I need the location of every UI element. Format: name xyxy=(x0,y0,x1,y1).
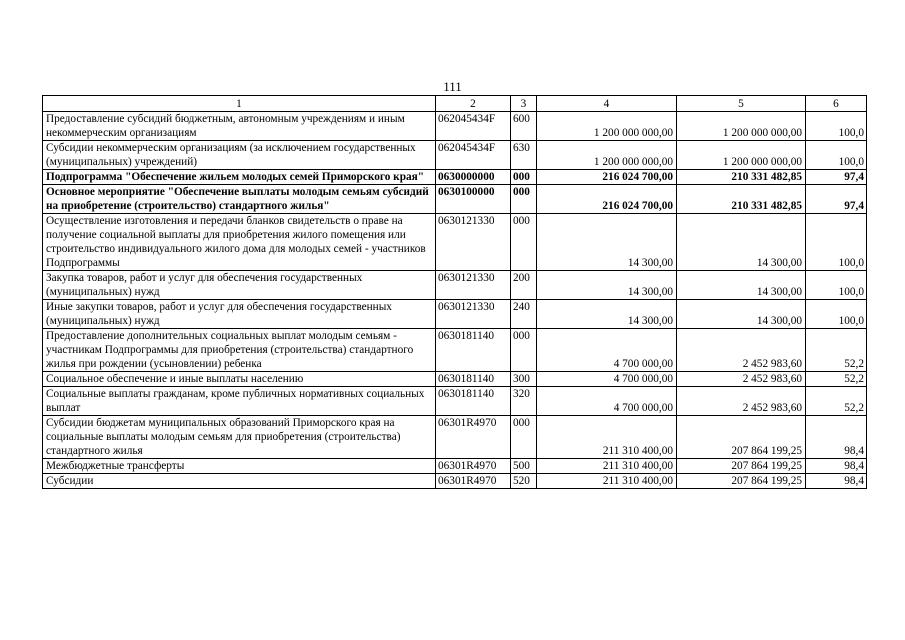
table-row xyxy=(43,141,867,170)
table-row xyxy=(43,271,867,300)
row-expense-type-cell: 600 xyxy=(511,112,537,141)
row-name-cell: Иные закупки товаров, работ и услуг для обеспечения государственных (муниципальных) нужд xyxy=(43,300,436,329)
row-expense-type-cell: 630 xyxy=(511,141,537,170)
table-row xyxy=(43,170,867,185)
row-expense-type-cell: 520 xyxy=(511,474,537,489)
table-row xyxy=(43,112,867,141)
row-percent-cell: 98,4 xyxy=(806,416,867,459)
row-actual-amount-cell: 1 200 000 000,00 xyxy=(677,141,806,170)
row-plan-amount-cell: 216 024 700,00 xyxy=(537,185,677,214)
row-code-cell: 0630100000 xyxy=(436,185,511,214)
row-code-cell: 0630000000 xyxy=(436,170,511,185)
row-plan-amount-cell: 14 300,00 xyxy=(537,214,677,271)
row-code-cell: 0630121330 xyxy=(436,271,511,300)
table-header-row xyxy=(43,96,867,112)
row-actual-amount-cell: 2 452 983,60 xyxy=(677,387,806,416)
table-row xyxy=(43,329,867,372)
row-plan-amount-cell: 4 700 000,00 xyxy=(537,329,677,372)
column-header: 2 xyxy=(436,96,511,112)
row-expense-type-cell: 500 xyxy=(511,459,537,474)
row-expense-type-cell: 000 xyxy=(511,214,537,271)
row-code-cell: 0630181140 xyxy=(436,329,511,372)
row-plan-amount-cell: 211 310 400,00 xyxy=(537,474,677,489)
row-name-cell: Осуществление изготовления и передачи бланков свидетельств о праве на получение социальной выплаты для приобретения жилого помещения или строительство индивидуального жилого дома для молодых семей - участников Подпрограммы xyxy=(43,214,436,271)
row-name-cell: Субсидии xyxy=(43,474,436,489)
row-expense-type-cell: 000 xyxy=(511,170,537,185)
row-actual-amount-cell: 210 331 482,85 xyxy=(677,170,806,185)
budget-table xyxy=(42,95,867,489)
row-percent-cell: 100,0 xyxy=(806,300,867,329)
row-actual-amount-cell: 2 452 983,60 xyxy=(677,372,806,387)
row-plan-amount-cell: 1 200 000 000,00 xyxy=(537,112,677,141)
table-row xyxy=(43,474,867,489)
row-expense-type-cell: 000 xyxy=(511,185,537,214)
row-percent-cell: 100,0 xyxy=(806,214,867,271)
row-name-cell: Закупка товаров, работ и услуг для обеспечения государственных (муниципальных) нужд xyxy=(43,271,436,300)
row-expense-type-cell: 300 xyxy=(511,372,537,387)
row-plan-amount-cell: 14 300,00 xyxy=(537,300,677,329)
row-percent-cell: 98,4 xyxy=(806,459,867,474)
row-name-cell: Межбюджетные трансферты xyxy=(43,459,436,474)
row-plan-amount-cell: 216 024 700,00 xyxy=(537,170,677,185)
row-expense-type-cell: 000 xyxy=(511,329,537,372)
row-expense-type-cell: 320 xyxy=(511,387,537,416)
column-header: 4 xyxy=(537,96,677,112)
row-percent-cell: 97,4 xyxy=(806,185,867,214)
column-header: 3 xyxy=(511,96,537,112)
row-percent-cell: 52,2 xyxy=(806,387,867,416)
row-expense-type-cell: 240 xyxy=(511,300,537,329)
row-actual-amount-cell: 207 864 199,25 xyxy=(677,416,806,459)
row-plan-amount-cell: 211 310 400,00 xyxy=(537,416,677,459)
row-code-cell: 062045434F xyxy=(436,112,511,141)
column-header: 1 xyxy=(43,96,436,112)
row-percent-cell: 52,2 xyxy=(806,329,867,372)
row-percent-cell: 97,4 xyxy=(806,170,867,185)
row-expense-type-cell: 000 xyxy=(511,416,537,459)
row-actual-amount-cell: 1 200 000 000,00 xyxy=(677,112,806,141)
row-percent-cell: 52,2 xyxy=(806,372,867,387)
row-code-cell: 0630181140 xyxy=(436,387,511,416)
row-code-cell: 06301R4970 xyxy=(436,474,511,489)
page-number: 111 xyxy=(443,79,462,94)
row-code-cell: 0630121330 xyxy=(436,300,511,329)
row-percent-cell: 100,0 xyxy=(806,112,867,141)
row-percent-cell: 98,4 xyxy=(806,474,867,489)
table-row xyxy=(43,387,867,416)
table-row xyxy=(43,185,867,214)
column-header: 5 xyxy=(677,96,806,112)
row-name-cell: Подпрограмма "Обеспечение жильем молодых семей Приморского края" xyxy=(43,170,436,185)
row-code-cell: 062045434F xyxy=(436,141,511,170)
row-name-cell: Социальные выплаты гражданам, кроме публичных нормативных социальных выплат xyxy=(43,387,436,416)
row-plan-amount-cell: 1 200 000 000,00 xyxy=(537,141,677,170)
row-code-cell: 0630181140 xyxy=(436,372,511,387)
table-row xyxy=(43,372,867,387)
row-name-cell: Предоставление дополнительных социальных выплат молодым семьям - участникам Подпрограммы для приобретения (строительства) стандартного жилья при рождении (усыновлении) ребенка xyxy=(43,329,436,372)
column-header: 6 xyxy=(806,96,867,112)
row-actual-amount-cell: 14 300,00 xyxy=(677,214,806,271)
row-actual-amount-cell: 14 300,00 xyxy=(677,271,806,300)
row-name-cell: Субсидии бюджетам муниципальных образований Приморского края на социальные выплаты молодым семьям для приобретения (строительства) стандартного жилья xyxy=(43,416,436,459)
row-plan-amount-cell: 4 700 000,00 xyxy=(537,372,677,387)
row-code-cell: 06301R4970 xyxy=(436,459,511,474)
table-row xyxy=(43,459,867,474)
row-percent-cell: 100,0 xyxy=(806,271,867,300)
row-plan-amount-cell: 211 310 400,00 xyxy=(537,459,677,474)
row-name-cell: Социальное обеспечение и иные выплаты населению xyxy=(43,372,436,387)
row-actual-amount-cell: 207 864 199,25 xyxy=(677,474,806,489)
row-actual-amount-cell: 14 300,00 xyxy=(677,300,806,329)
row-actual-amount-cell: 2 452 983,60 xyxy=(677,329,806,372)
row-actual-amount-cell: 210 331 482,85 xyxy=(677,185,806,214)
row-plan-amount-cell: 14 300,00 xyxy=(537,271,677,300)
row-code-cell: 06301R4970 xyxy=(436,416,511,459)
table-row xyxy=(43,416,867,459)
row-percent-cell: 100,0 xyxy=(806,141,867,170)
table-row xyxy=(43,214,867,271)
row-actual-amount-cell: 207 864 199,25 xyxy=(677,459,806,474)
row-name-cell: Основное мероприятие "Обеспечение выплаты молодым семьям субсидий на приобретение (строительство) стандартного жилья" xyxy=(43,185,436,214)
row-code-cell: 0630121330 xyxy=(436,214,511,271)
row-name-cell: Субсидии некоммерческим организациям (за исключением государственных (муниципальных) учреждений) xyxy=(43,141,436,170)
row-plan-amount-cell: 4 700 000,00 xyxy=(537,387,677,416)
row-expense-type-cell: 200 xyxy=(511,271,537,300)
row-name-cell: Предоставление субсидий бюджетным, автономным учреждениям и иным некоммерческим организациям xyxy=(43,112,436,141)
table-row xyxy=(43,300,867,329)
